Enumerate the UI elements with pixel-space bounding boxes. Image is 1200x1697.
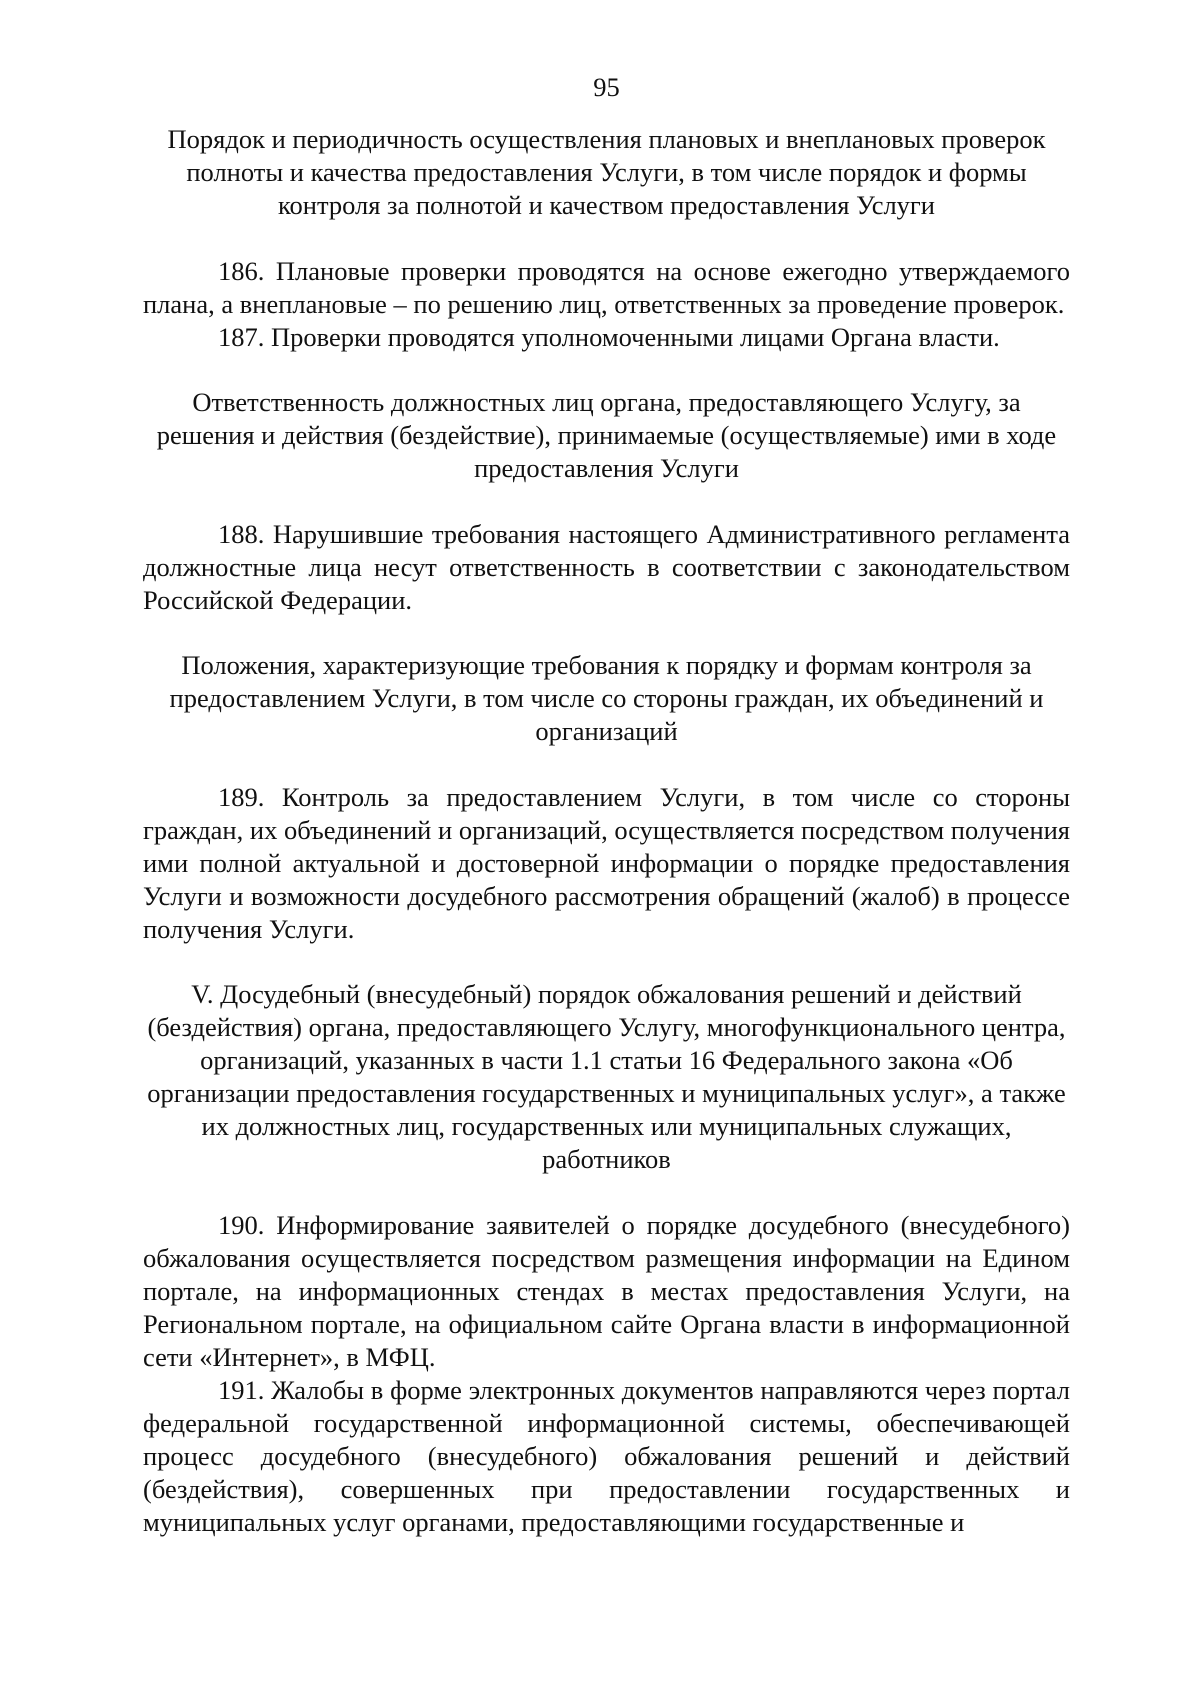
section-heading-responsibility: Ответственность должностных лиц органа, предоставляющего Услугу, за решения и действия (бездействие), принимаемые (осуществляемые) ими в ходе предоставления Услуги [156,387,1057,483]
section-heading-inspections: Порядок и периодичность осуществления плановых и внеплановых проверок полноты и качества предоставления Услуги, в том числе порядок и формы контроля за полнотой и качеством предоставления Услуги [167,124,1046,220]
page-number: 95 [593,72,620,102]
section-heading-control-provisions: Положения, характеризующие требования к порядку и формам контроля за предоставлением Услуги, в том числе со стороны граждан, их объединений и организаций [169,650,1044,746]
paragraph-186: 186. Плановые проверки проводятся на основе ежегодно утверждаемого плана, а внеплановые – по решению лиц, ответственных за проведение проверок. [143,256,1070,319]
paragraph-189: 189. Контроль за предоставлением Услуги, в том числе со стороны граждан, их объединений и организаций, осуществляется посредством получения ими полной актуальной и достоверной информации о порядке предоставления Услуги и возможности досудебного рассмотрения обращений (жалоб) в процессе получения Услуги. [143,782,1070,944]
section-heading-appeal-procedure: V. Досудебный (внесудебный) порядок обжалования решений и действий (бездействия) органа, предоставляющего Услугу, многофункционального центра, организаций, указанных в части 1.1 статьи 16 Федерального закона «Об организации предоставления государственных и муниципальных услуг», а также их должностных лиц, государственных или муниципальных служащих, работников [147,979,1066,1174]
paragraph-187: 187. Проверки проводятся уполномоченными лицами Органа власти. [218,322,1000,352]
paragraph-190: 190. Информирование заявителей о порядке досудебного (внесудебного) обжалования осуществляется посредством размещения информации на Едином портале, на информационных стендах в местах предоставления Услуги, на Региональном портале, на официальном сайте Органа власти в информационной сети «Интернет», в МФЦ. [143,1210,1070,1372]
paragraph-188: 188. Нарушившие требования настоящего Административного регламента должностные лица несут ответственность в соответствии с законодательством Российской Федерации. [143,519,1070,615]
paragraph-191: 191. Жалобы в форме электронных документов направляются через портал федеральной государственной информационной системы, обеспечивающей процесс досудебного (внесудебного) обжалования решений и действий (бездействия), совершенных при предоставлении государственных и муниципальных услуг органами, предоставляющими государственные и [143,1375,1070,1537]
